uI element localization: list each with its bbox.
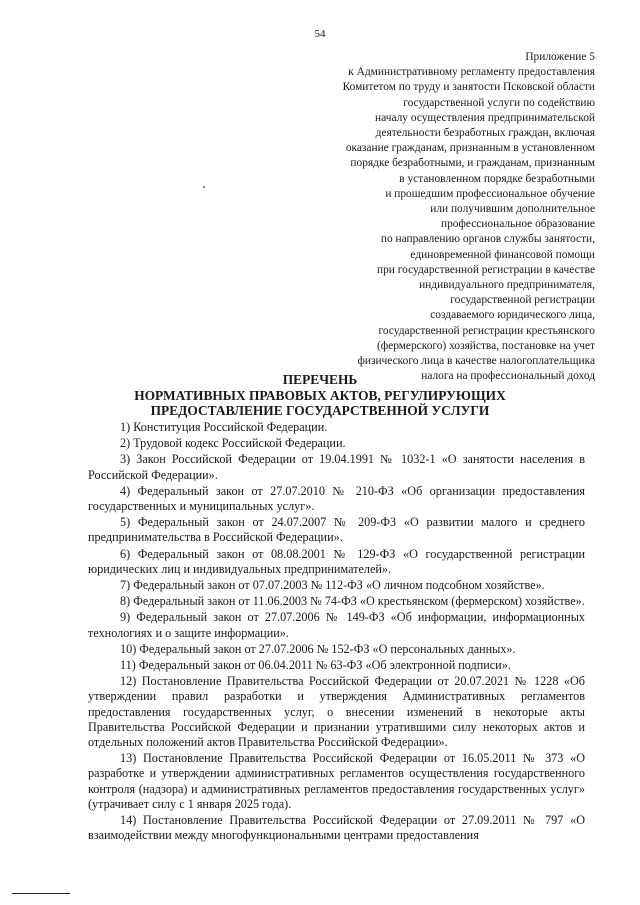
list-item: 2) Трудовой кодекс Российской Федерации. (120, 436, 346, 451)
annex-line: налога на профессиональный доход (421, 370, 595, 383)
list-item: 9) Федеральный закон от 27.07.2006 № 149-ФЗ «Об информации, информационных технологиях и о защите информации». (88, 610, 585, 640)
annex-line: создаваемого юридического лица, (430, 309, 595, 322)
annex-line: порядке безработными, и гражданам, признанным (350, 157, 595, 170)
annex-line: индивидуального предпринимателя, (419, 279, 595, 292)
page-number: 54 (314, 28, 326, 40)
legal-acts-list (88, 420, 585, 844)
list-item: 10) Федеральный закон от 27.07.2006 № 152-ФЗ «О персональных данных». (120, 641, 516, 656)
annex-line: деятельности безработных граждан, включая (375, 127, 595, 140)
list-item: 7) Федеральный закон от 07.07.2003 № 112-ФЗ «О личном подсобном хозяйстве». (120, 578, 545, 593)
annex-line: государственной регистрации (450, 294, 595, 307)
title-line: НОРМАТИВНЫХ ПРАВОВЫХ АКТОВ, РЕГУЛИРУЮЩИХ (134, 387, 506, 403)
document-title (0, 372, 640, 419)
annex-line: Приложение 5 (525, 51, 595, 63)
annex-line: (фермерского) хозяйства, постановке на учет (376, 339, 595, 352)
list-item: 12) Постановление Правительства Российской Федерации от 20.07.2021 № 1228 «Об утверждении правил разработки и утверждения Административных регламентов предоставления государственных услуг, о внесении изменений в некоторые акты Правительства Российской Федерации и признании утратившими силу некоторых актов и отдельных положений актов Правительства Российской Федерации». (88, 674, 585, 750)
annex-line: оказание гражданам, признанным в установленном (345, 142, 595, 155)
list-item: 6) Федеральный закон от 08.08.2001 № 129-ФЗ «О государственной регистрации юридических лиц и индивидуальных предпринимателей». (88, 546, 585, 576)
annex-line: по направлению органов службы занятости, (380, 233, 595, 246)
title-line: ПРЕДОСТАВЛЕНИЕ ГОСУДАРСТВЕННОЙ УСЛУГИ (150, 403, 490, 418)
annex-line: государственной регистрации крестьянского (378, 324, 595, 337)
list-item: 3) Закон Российской Федерации от 19.04.1991 № 1032-1 «О занятости населения в Российской Федерации». (88, 452, 585, 482)
list-item: 5) Федеральный закон от 24.07.2007 № 209-ФЗ «О развитии малого и среднего предпринимательства в Российской Федерации». (88, 515, 585, 545)
list-item: 4) Федеральный закон от 27.07.2010 № 210-ФЗ «Об организации предоставления государственных и муниципальных услуг». (88, 483, 585, 514)
annex-header (295, 50, 595, 384)
annex-line: профессиональное образование (441, 218, 595, 231)
list-item: 11) Федеральный закон от 06.04.2011 № 63-ФЗ «Об электронной подписи». (120, 658, 511, 673)
annex-line: и прошедшим профессиональное обучение (385, 187, 595, 200)
annex-line: физического лица в качестве налогоплательщика (357, 355, 595, 368)
title-line: ПЕРЕЧЕНЬ (282, 372, 358, 387)
annex-line: при государственной регистрации в качестве (377, 263, 595, 276)
annex-line: к Административному регламенту предоставления (348, 66, 595, 79)
annex-line: Комитетом по труду и занятости Псковской области (342, 81, 595, 94)
annex-line: государственной услуги по содействию (403, 96, 595, 109)
annex-line: в установленном порядке безработными (399, 172, 595, 185)
annex-line: единовременной финансовой помощи (410, 248, 595, 261)
footnote-separator (12, 893, 70, 894)
list-item: 13) Постановление Правительства Российской Федерации от 16.05.2011 № 373 «О разработке и утверждении административных регламентов осуществления государственного контроля (надзора) и административных регламентов предоставления государственных услуг» (утрачивает силу с 1 января 2025 года). (88, 751, 585, 811)
list-item: 14) Постановление Правительства Российской Федерации от 27.09.2011 № 797 «О взаимодействии между многофункциональными центрами предоставления (88, 813, 585, 843)
annex-line: началу осуществления предпринимательской (375, 111, 595, 124)
annex-line: или получившим дополнительное (430, 203, 595, 216)
list-item: 1) Конституция Российской Федерации. (120, 420, 328, 434)
list-item: 8) Федеральный закон от 11.06.2003 № 74-ФЗ «О крестьянском (фермерском) хозяйстве». (120, 594, 585, 609)
scan-speck (203, 186, 205, 188)
